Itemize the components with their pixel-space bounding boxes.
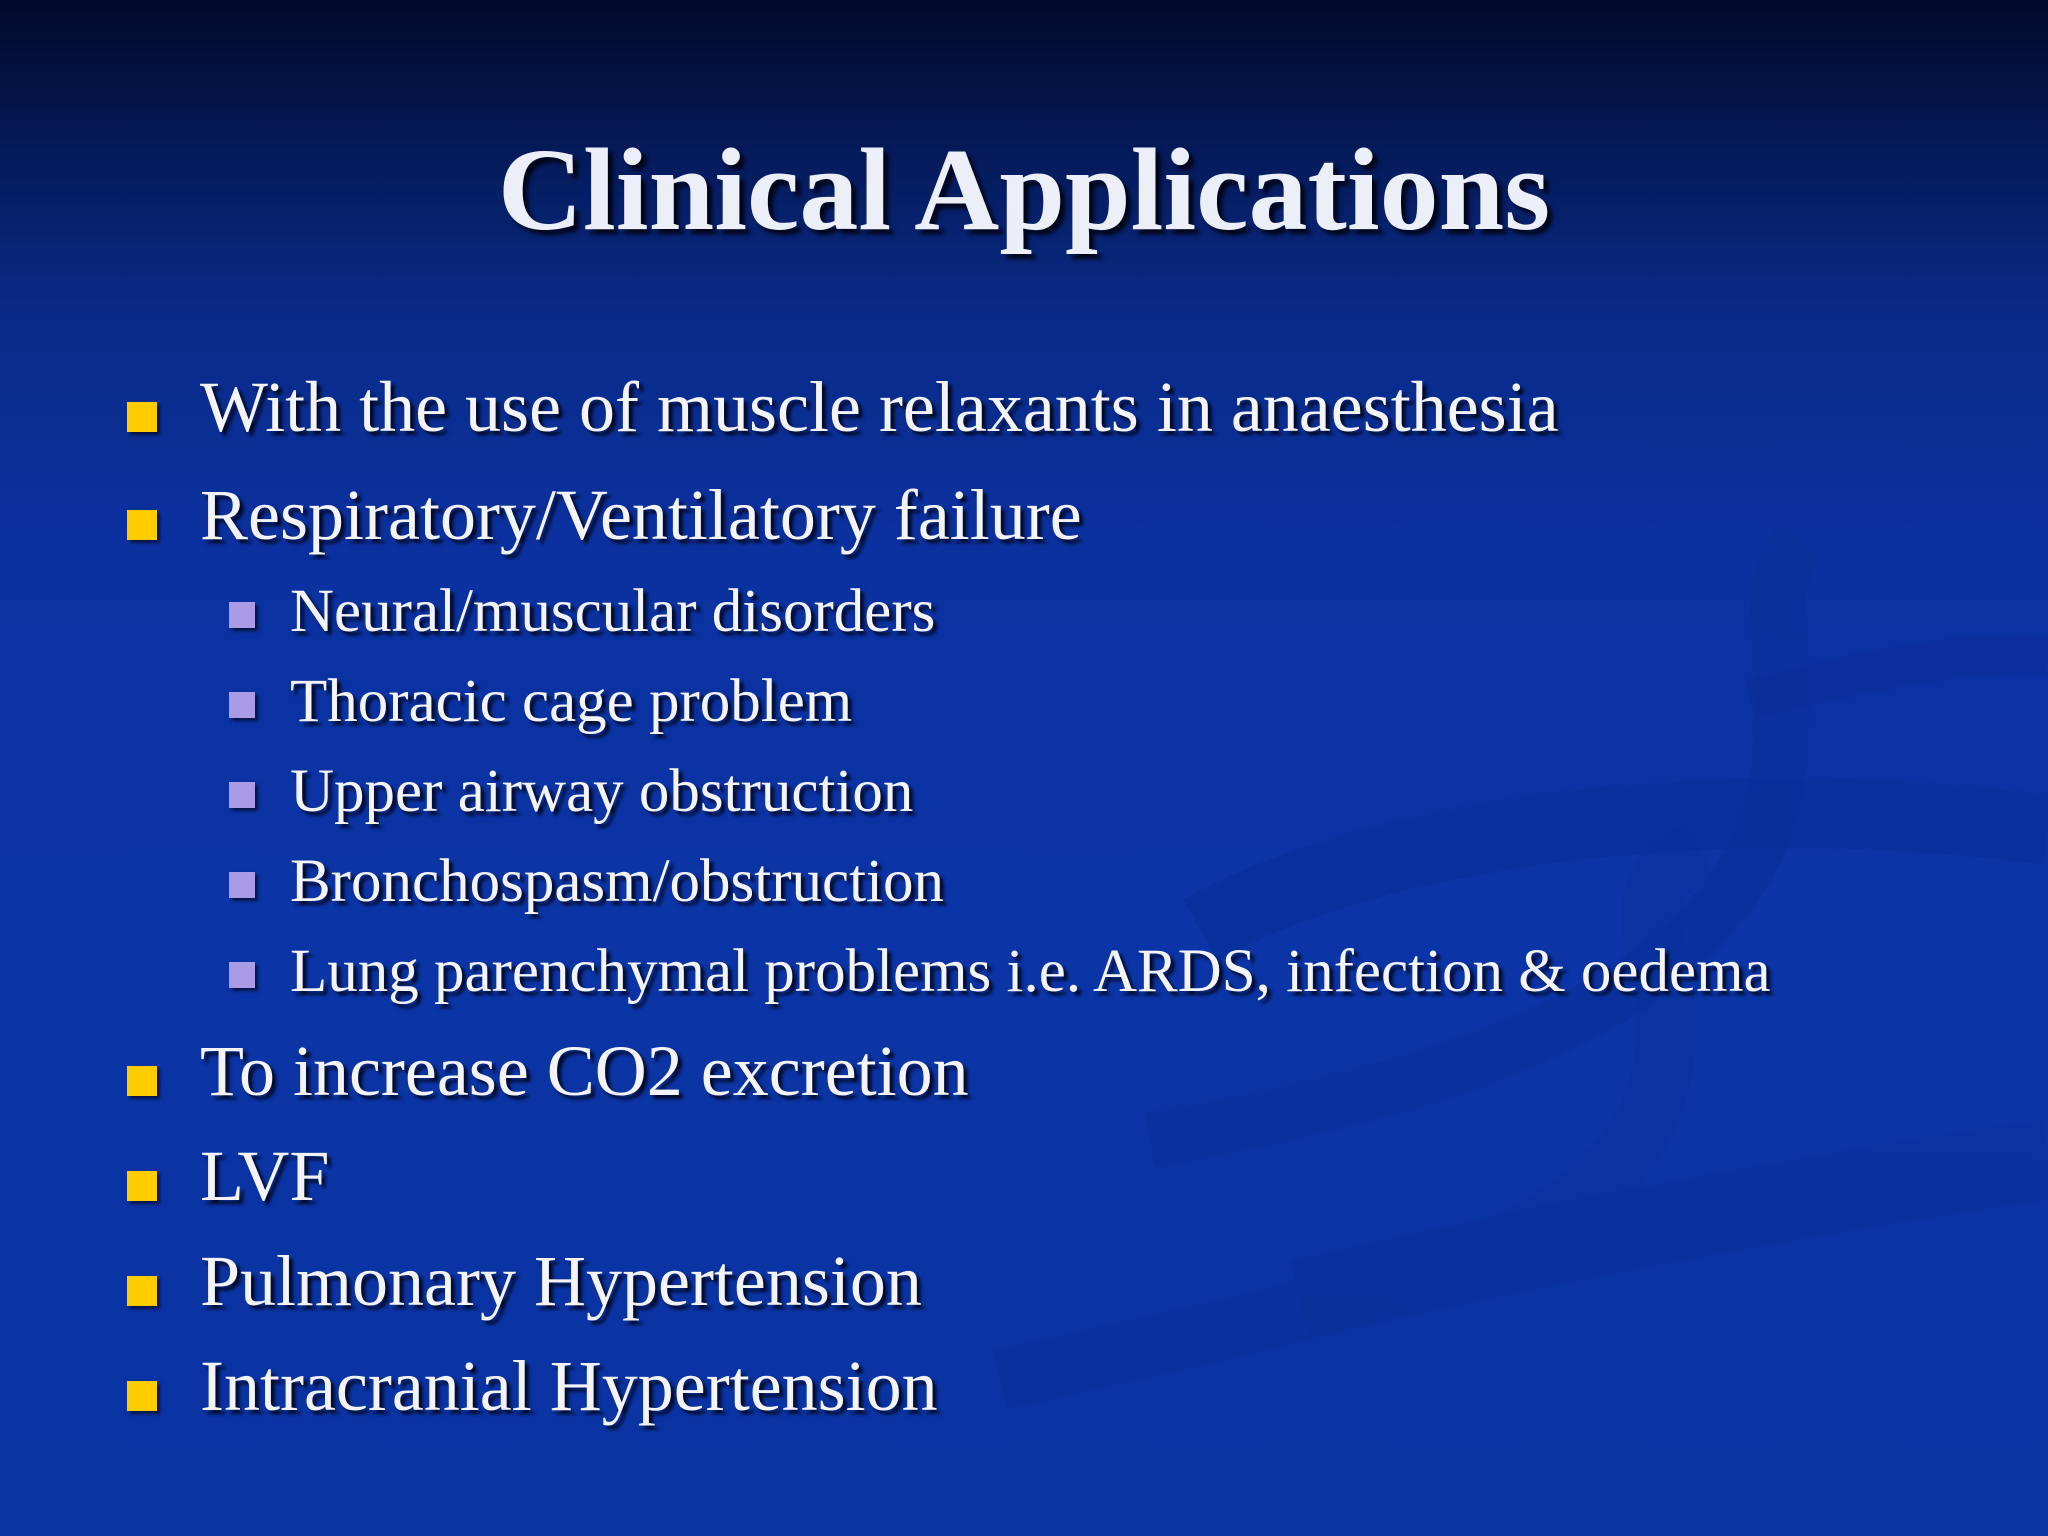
square-bullet-icon <box>229 692 255 718</box>
slide-title: Clinical Applications <box>497 124 1551 255</box>
sub-bullet-text: Lung parenchymal problems i.e. ARDS, infection & oedema <box>290 938 1771 1005</box>
bullet-text: LVF <box>200 1136 330 1216</box>
square-bullet-icon <box>127 1276 157 1306</box>
square-bullet-icon <box>127 1066 157 1096</box>
square-bullet-icon <box>229 872 255 898</box>
square-bullet-icon <box>229 602 255 628</box>
sub-bullet-text: Bronchospasm/obstruction <box>290 848 944 915</box>
square-bullet-icon <box>127 1381 157 1411</box>
square-bullet-icon <box>127 1171 157 1201</box>
bullet-text: Respiratory/Ventilatory failure <box>200 475 1082 555</box>
bullet-text: Pulmonary Hypertension <box>200 1241 922 1321</box>
sub-bullet-text: Thoracic cage problem <box>290 668 853 735</box>
sub-bullet-text: Neural/muscular disorders <box>290 578 936 645</box>
bullet-text: With the use of muscle relaxants in anaesthesia <box>200 367 1559 447</box>
square-bullet-icon <box>127 402 157 432</box>
square-bullet-icon <box>229 782 255 808</box>
sub-bullet-text: Upper airway obstruction <box>290 758 914 825</box>
square-bullet-icon <box>229 962 255 988</box>
bullet-text: Intracranial Hypertension <box>200 1346 938 1426</box>
bullet-text: To increase CO2 excretion <box>200 1031 969 1111</box>
square-bullet-icon <box>127 510 157 540</box>
